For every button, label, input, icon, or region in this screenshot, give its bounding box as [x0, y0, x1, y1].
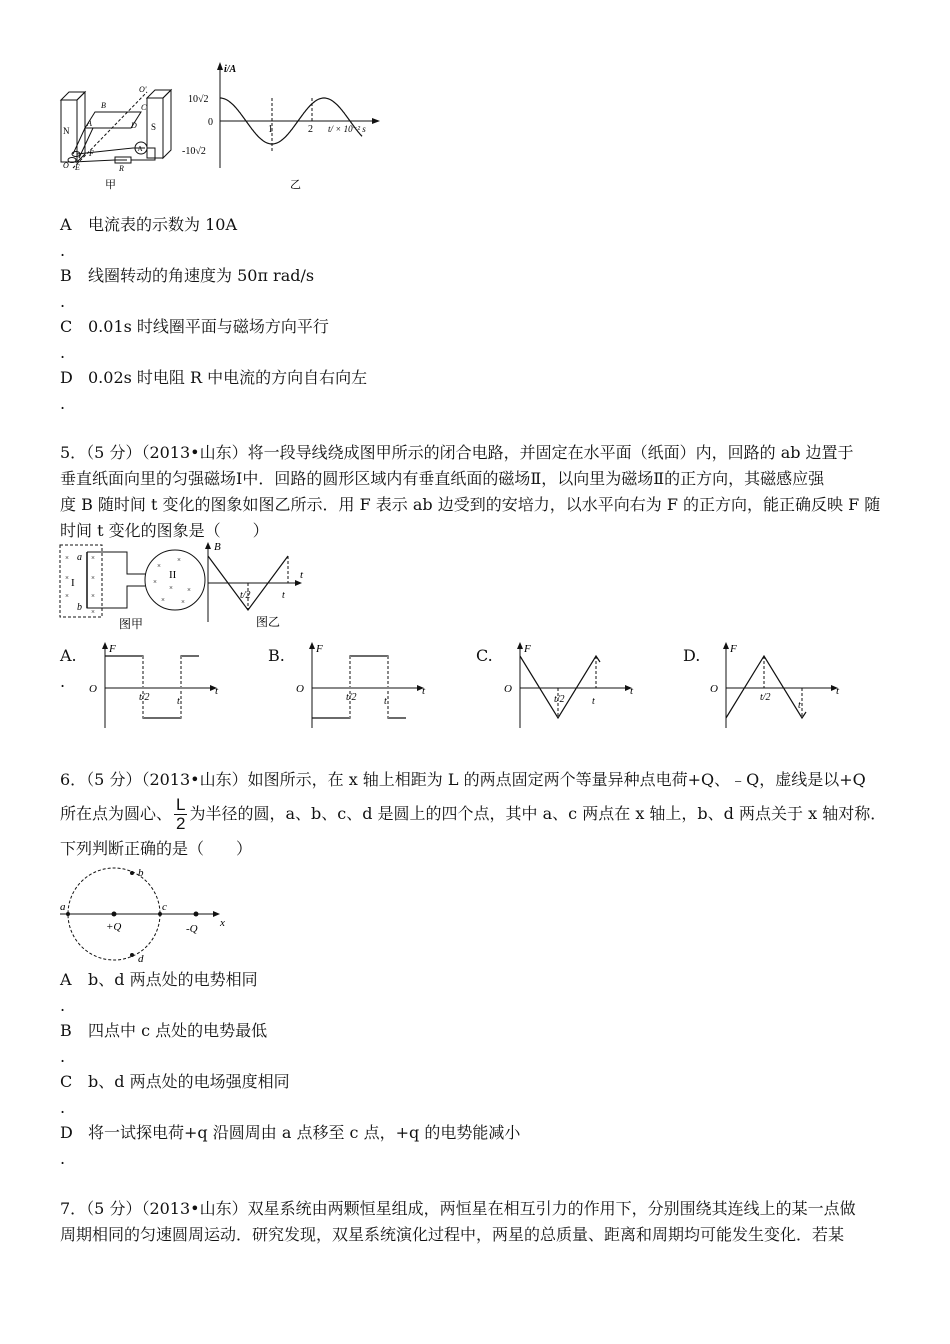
cross-mark: ×	[65, 574, 69, 582]
q5-option-c-graph[interactable]	[500, 640, 640, 732]
cross-mark: ×	[65, 554, 69, 562]
caption-tu-jia: 图甲	[119, 617, 144, 630]
option-dot: .	[60, 672, 66, 691]
half-period-tick: t/2	[346, 692, 357, 703]
label-r: R	[119, 164, 124, 173]
option-dot: .	[60, 1047, 66, 1066]
label-o-prime: O'	[139, 85, 147, 94]
label-d: D	[131, 121, 137, 130]
label-b: b	[77, 602, 82, 613]
label-e: E	[75, 163, 80, 172]
half-period-tick: t/2	[240, 590, 251, 601]
stem-text: 为半径的圆，a、b、c、d 是圆上的四个点，其中 a、c 两点在 x 轴上，b、d 两点关于 x 轴对称．	[189, 804, 887, 823]
y-max-label: 10√2	[188, 94, 209, 105]
x-axis-label: x	[220, 917, 225, 929]
stem-line: 6．（5 分）（2013•山东）如图所示，在 x 轴上相距为 L 的两点固定两个等量异种点电荷+Q、﹣Q，虚线是以+Q	[60, 770, 866, 789]
q5-stem	[60, 440, 890, 544]
b-time-graph	[200, 540, 310, 632]
option-text: 0.02s 时电阻 R 中电流的方向自右向左	[88, 368, 368, 387]
stem-line	[60, 796, 890, 833]
x-axis-label: t	[422, 685, 426, 697]
y-axis-label: F	[524, 643, 531, 655]
generator-diagram	[55, 72, 190, 194]
half-period-tick: t/2	[760, 692, 771, 703]
option-dot: .	[60, 343, 66, 362]
option-letter: D	[60, 368, 73, 387]
stem-line: 时间 t 变化的图象是（ ）	[60, 521, 269, 540]
q4-option-d[interactable]	[60, 368, 367, 388]
origin-label: O	[89, 683, 97, 695]
option-dot: .	[60, 996, 66, 1015]
cross-mark: ×	[181, 598, 185, 606]
caption-yi: 乙	[290, 179, 301, 191]
charges-diagram	[58, 864, 233, 964]
ammeter-label: A	[137, 145, 143, 153]
option-dot: .	[60, 1098, 66, 1117]
point-d-label: d	[138, 953, 144, 964]
y-axis-label: B	[214, 541, 221, 553]
option-text: b、d 两点处的电场强度相同	[88, 1072, 290, 1091]
q5-option-d-graph[interactable]	[706, 640, 846, 732]
x-axis-label: t	[836, 685, 840, 697]
caption-jia: 甲	[105, 179, 116, 191]
label-o: O	[63, 161, 69, 170]
cross-mark: ×	[177, 556, 181, 564]
label-region-i: I	[71, 577, 75, 589]
point-b-label: b	[138, 867, 144, 879]
option-text: b、d 两点处的电势相同	[88, 970, 258, 989]
negative-charge-label: -Q	[186, 923, 198, 935]
label-c: C	[141, 103, 147, 112]
label-a: a	[77, 552, 82, 563]
y-axis-label: F	[730, 643, 737, 655]
option-dot: .	[60, 1149, 66, 1168]
q4-option-c[interactable]	[60, 317, 329, 337]
origin-label: O	[504, 683, 512, 695]
option-letter: A	[60, 970, 72, 989]
y-zero-label: 0	[208, 117, 213, 128]
period-tick: t	[798, 700, 801, 711]
point-a-label: a	[60, 901, 66, 913]
stem-line: 下列判断正确的是（ ）	[60, 839, 253, 858]
period-tick: t	[384, 696, 387, 707]
cross-mark: ×	[153, 578, 157, 586]
cross-mark: ×	[187, 586, 191, 594]
half-period-tick: t/2	[139, 692, 150, 703]
label-n: N	[63, 126, 70, 136]
x-axis-label: t	[300, 569, 304, 581]
q5-option-a-graph[interactable]	[85, 640, 225, 732]
option-letter: C	[60, 1072, 73, 1091]
period-tick: t	[282, 590, 285, 601]
period-tick: t	[177, 696, 180, 707]
cross-mark: ×	[157, 562, 161, 570]
x-tick-2: 2	[308, 124, 313, 135]
positive-charge-label: +Q	[106, 921, 122, 933]
label-a: A	[87, 119, 92, 128]
stem-text: 所在点为圆心、	[60, 804, 173, 823]
cross-mark: ×	[65, 592, 69, 600]
option-letter: B	[60, 1021, 72, 1040]
option-text: 线圈转动的角速度为 50π rad/s	[88, 266, 315, 285]
x-axis-label: t	[215, 685, 219, 697]
fraction-numerator: L	[176, 795, 186, 814]
current-time-graph	[178, 60, 388, 194]
y-min-label: -10√2	[182, 146, 206, 157]
label-region-ii: II	[169, 569, 177, 581]
q6-option-c[interactable]	[60, 1072, 290, 1092]
option-dot: .	[60, 292, 66, 311]
half-period-tick: t/2	[554, 694, 565, 705]
cross-mark: ×	[161, 596, 165, 604]
stem-line: 周期相同的匀速圆周运动．研究发现，双星系统演化过程中，两星的总质量、距离和周期均可能发生变化．若某	[60, 1225, 845, 1244]
fraction-l-over-2	[174, 796, 187, 833]
origin-label: O	[710, 683, 718, 695]
caption-tu-yi: 图乙	[256, 615, 281, 629]
x-axis-label: t	[630, 685, 634, 697]
q6-option-b[interactable]	[60, 1021, 267, 1041]
fraction-denominator: 2	[176, 814, 186, 833]
q5-option-c-letter[interactable]: C.	[476, 646, 493, 665]
circuit-diagram	[57, 542, 207, 630]
q5-option-b-letter[interactable]: B.	[268, 646, 285, 665]
q5-option-a-letter[interactable]: A.	[60, 646, 77, 665]
q5-option-b-graph[interactable]	[292, 640, 432, 732]
option-dot: .	[60, 241, 66, 260]
cross-mark: ×	[91, 592, 95, 600]
label-s: S	[151, 122, 157, 132]
option-letter: D	[60, 1123, 73, 1142]
cross-mark: ×	[91, 608, 95, 616]
stem-line: 垂直纸面向里的匀强磁场Ⅰ中．回路的圆形区域内有垂直纸面的磁场Ⅱ，以向里为磁场Ⅱ的正方向，其磁感应强	[60, 469, 825, 488]
cross-mark: ×	[169, 584, 173, 592]
option-letter: B	[60, 266, 72, 285]
q7-stem	[60, 1196, 890, 1248]
point-c-label: c	[162, 901, 167, 913]
option-letter: A	[60, 215, 72, 234]
q6-option-d[interactable]	[60, 1123, 520, 1143]
option-text: 电流表的示数为 10A	[88, 215, 238, 234]
stem-line: 7．（5 分）（2013•山东）双星系统由两颗恒星组成，两恒星在相互引力的作用下，分别围绕其连线上的某一点做	[60, 1199, 856, 1218]
option-dot: .	[60, 394, 66, 413]
cross-mark: ×	[91, 574, 95, 582]
y-axis-label: F	[109, 643, 116, 655]
q5-option-d-letter[interactable]: D.	[683, 646, 701, 665]
q6-stem	[60, 770, 890, 859]
x-tick-1: 1	[268, 124, 273, 135]
stem-line: 度 B 随时间 t 变化的图象如图乙所示．用 F 表示 ab 边受到的安培力，以水平向右为 F 的正方向，能正确反映 F 随	[60, 495, 881, 514]
x-axis-label: t/ × 10⁻² s	[328, 124, 366, 134]
period-tick: t	[592, 696, 595, 707]
option-text: 将一试探电荷+q 沿圆周由 a 点移至 c 点，+q 的电势能减小	[88, 1123, 521, 1142]
label-f: F	[89, 149, 94, 158]
q4-option-b[interactable]	[60, 266, 314, 286]
q6-option-a[interactable]	[60, 970, 258, 990]
y-axis-label: i/A	[224, 64, 237, 75]
origin-label: O	[296, 683, 304, 695]
stem-line: 5．（5 分）（2013•山东）将一段导线绕成图甲所示的闭合电路，并固定在水平面（纸面）内，回路的 ab 边置于	[60, 443, 854, 462]
y-axis-label: F	[316, 643, 323, 655]
cross-mark: ×	[91, 554, 95, 562]
option-letter: C	[60, 317, 73, 336]
q4-option-a[interactable]	[60, 215, 237, 235]
option-text: 0.01s 时线圈平面与磁场方向平行	[88, 317, 329, 336]
option-text: 四点中 c 点处的电势最低	[88, 1021, 268, 1040]
label-b: B	[101, 101, 106, 110]
